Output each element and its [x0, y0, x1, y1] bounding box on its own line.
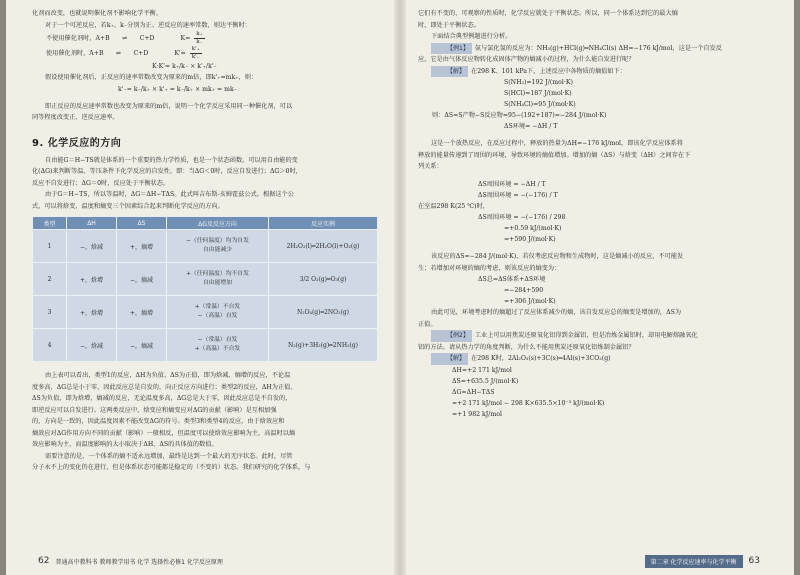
table-cell: 3/2 O₂(g)═O₃(g) [269, 263, 378, 296]
env-equation: ΔS周围环境 = −(−176) / T [478, 191, 558, 199]
env-equation: =+590 J/(mol·K) [504, 236, 556, 243]
footer-chapter: 第二章 化学反应速率与化学平衡 [645, 555, 743, 568]
text-line: 由于G＝H−TS，所以等温时，ΔG＝ΔH−TΔS。此式叫吉布斯-亥姆霍兹公式。根据这个公 [45, 191, 294, 198]
left-page [6, 0, 396, 575]
text-line: 假设使用催化剂后，正反应的速率常数改变为原来的m倍，即k'₊=mk₊，则： [45, 74, 258, 81]
section-title: 9. 化学反应的方向 [32, 137, 122, 149]
text-line: 的，方向是一致的，因此温度因素不能改变ΔG的符号。类型3和类型4的反应，由于焓效应和 [32, 418, 285, 425]
table-cell: N₂O₄(g)═2NO₂(g) [269, 296, 378, 329]
delta-s-env-formula: ΔS环境= −ΔH / T [504, 123, 558, 130]
table-row [33, 296, 378, 329]
text-line: 它们有不变的、可观察的性质时，化学反应就处于平衡状态。所以，同一个体系达到它的最大熵 [418, 10, 678, 17]
text-line: 式，可以将焓变、温度和熵变三个因素综合起来判断化学反应的方向。 [32, 202, 224, 210]
table-header: ΔS [117, 217, 167, 230]
env-equation: ΔS周围环境 = −(−176) / 298 [478, 214, 566, 221]
text-line: 自由能G＝H−TS就是体系的一个重要的热力学性质，也是一个状态函数。可以用自由能的变 [45, 156, 298, 164]
example-2: 【例2】 工业上可以用焦炭还原氧化铝得到金属铝，但是冶炼金属铝时，却用电解熔融氧化 [418, 330, 766, 342]
table-row [33, 263, 378, 296]
text-line: 该反应的ΔS=−284 J/(mol·K)，若仅考虑反应物和生成物时，这是熵减小的反应，不可能发 [431, 253, 684, 260]
text-line: 即逆反应可以自发进行。这两类反应中，焓变应和熵变应对ΔG的贡献（影响）是互相加强 [32, 406, 277, 414]
solution-equation: =+1 982 kJ/mol [452, 410, 502, 418]
equation-assume: k'₋= k₋/k₊ × k'₊ = k₋/k₊ × mk₊ = mk₋ [118, 85, 238, 93]
text-line: 对于一个可逆反应，若k₊、k₋分别为正、逆反应的速率常数，则达平衡时： [45, 21, 251, 29]
table-cell: +，焓增 [67, 296, 117, 329]
table-cell: 2 [33, 263, 67, 296]
table-cell: 3 [33, 296, 67, 329]
table-cell: −（任何温度）均为自发 自由能减少 [167, 230, 269, 263]
total-equation: =−284+590 [504, 287, 544, 294]
table-cell: −（常温）自发 +（高温）不自发 [167, 329, 269, 362]
solution-label: 【解】 [431, 66, 468, 78]
equation-no-catalyst: 不使用催化剂时，A+B ⇌ C+D K= $\frac{k_+}{k_-}$ [46, 31, 203, 45]
solution-2: 【解】 在298 K时，2Al₂O₃(s)+3C(s)═4Al(s)+3CO₂(g) [418, 353, 766, 365]
text-line: 释放的能量传递到了周围的环境，导致环境的熵值增加。增加的熵（ΔS）与焓变（ΔH）之间存在下 [418, 151, 691, 159]
text-line: 效应影响为主，而温度影响的大小取决于ΔH、ΔS的具体值的数值。 [32, 441, 218, 448]
text-line: 需要注意的是，一个体系的熵不适永远增加，最终是达到一个最大的无序状态。此时，尽管 [45, 452, 293, 460]
table-cell: +，熵增 [117, 230, 167, 263]
entropy-value: S(HCl)=187 J/(mol·K) [504, 90, 572, 97]
text-line: 分子永不上的变化仍在进行，但是体系状态可能都是稳定的（不变的）状态。我们研究的化学体系，与 [32, 464, 311, 471]
example-1: 【例1】 氨与氯化氢的反应为：NH₃(g)+HCl(g)═NH₄Cl(s) ΔH=−176 kJ/mol，这是一个自发反 [418, 43, 766, 55]
text-line: 正值。 [418, 320, 437, 328]
text-line: 下面结合典型例题进行分析。 [431, 33, 512, 40]
env-equation: ΔS周围环境 = −ΔH / T [478, 180, 546, 188]
footer-text: 普通高中教科书 教师教学用书 化学 选择性必修1 化学反应原理 [55, 558, 223, 566]
table-header: ΔH [67, 217, 117, 230]
table-header: 反应实例 [269, 217, 378, 230]
text-line: 列关系： [418, 163, 443, 170]
entropy-value: S(NH₃)=192 J/(mol·K) [504, 79, 573, 86]
text-line: 度多高，ΔG总是小于零，因此反应总是自发的，向正反应方向进行；类型2的反应，ΔH为正值、 [32, 383, 297, 391]
left-footer [6, 553, 396, 569]
table-row [33, 230, 378, 263]
table-cell: N₂(g)+3H₂(g)═2NH₃(g) [269, 329, 378, 362]
table-cell: +，熵增 [117, 296, 167, 329]
text-line: 在室温298 K(25 ℃)时， [418, 202, 489, 210]
entropy-value: S(NH₄Cl)=95 J/(mol·K) [504, 101, 576, 108]
enthalpy-entropy-table [32, 216, 378, 362]
env-equation: =+0.59 kJ/(mol·K) [504, 225, 562, 232]
text-line: 反应不自发进行；ΔG＝0时，反应处于平衡状态。 [32, 179, 170, 187]
table-cell: −，焓减 [67, 329, 117, 362]
table-cell: +，焓增 [67, 263, 117, 296]
solution-label: 【解】 [431, 353, 468, 365]
text-line: 化(ΔG)来判断等温、等压条件下化学反应的自发性，即：当ΔG＜0时，反应自发进行；ΔG＞0时， [32, 168, 302, 175]
table-cell: −，焓减 [67, 230, 117, 263]
text-line: 应，它是由气体反应物转化成固体产物的熵减小的过程，为什么能自发进行呢？ [418, 56, 635, 63]
text-line: 同等程度改变正、逆反应速率。 [32, 114, 119, 121]
text-line: 化剂而改变，也就说明催化剂不影响化学平衡。 [32, 10, 162, 17]
table-cell: 4 [33, 329, 67, 362]
solution-equation: ΔS=+635.5 J/(mol·K) [452, 377, 519, 385]
table-cell: 2H₂O₂(l)═2H₂O(l)+O₂(g) [269, 230, 378, 263]
text-line: ΔS为负值，即为焓增、熵减的反应，无论温度多高，ΔG总是大于零，因此反应总是不自发的， [32, 395, 292, 402]
example-label: 【例2】 [431, 330, 472, 342]
solution-equation: ΔH=+2 171 kJ/mol [452, 366, 512, 374]
text-line: 熵效应对ΔG作用方向不同的贡献（影响）一般相反，但温度可以使焓效应影响为主，高温时以熵 [32, 429, 296, 437]
text-line: 这是一个放热反应，在反应过程中，释放的热量为ΔH=−176 kJ/mol，即该化学反应体系将 [431, 140, 683, 147]
text-line: 由上表可以看出，类型1的反应，ΔH为负值、ΔS为正值，即为焓减、熵增的反应，不论温 [45, 372, 291, 379]
table-cell: 1 [33, 230, 67, 263]
right-page [404, 0, 794, 575]
table-header: ΔG及反应方向 [167, 217, 269, 230]
equation-k-product: K·K'= k₊/k₋ × k'₊/k'₋ [152, 63, 217, 70]
solution-equation: =+2 171 kJ/mol − 298 K×635.5×10⁻³ kJ/(mol·K) [452, 399, 605, 407]
table-header: 类型 [33, 217, 67, 230]
right-footer [404, 553, 794, 569]
text-line: 由此可见，环境考虑时的熵超过了反应体系减少的熵，该自发反应总的熵变是增加的，ΔS为 [431, 309, 682, 316]
total-equation: =+306 J/(mol·K) [504, 298, 556, 305]
solution-equation: ΔG=ΔH−TΔS [452, 388, 495, 396]
text-line: 时，即处于平衡状态。 [418, 21, 480, 29]
delta-s-line: 则：ΔS=S产物−S反应物=95−(192+187)=−284 J/(mol·K) [432, 112, 607, 119]
equation-with-catalyst: 使用催化剂时，A+B ⇌ C+D K'= $\frac{k'_+}{k'_-}$ [46, 46, 200, 60]
page-number: 62 [38, 556, 50, 566]
text-line: 即正反应的反应速率常数也改变为原来的m倍，说明一个化学反应采用同一种催化剂，可以 [45, 102, 293, 110]
table-cell: −，熵减 [117, 329, 167, 362]
solution-1: 【解】 在298 K、101 kPa下，上述反应中各物质的熵值如下： [418, 66, 766, 78]
text-line: 生；若增加对环境的熵的考虑，则该反应的熵变为： [418, 264, 561, 272]
book-spread [6, 0, 794, 575]
table-cell: +（常温）不自发 −（高温）自发 [167, 296, 269, 329]
text-line: 铝的方法。请从热力学的角度判断，为什么不能用焦炭还原氧化铝炼制金属铝？ [418, 343, 635, 351]
table-cell: −，熵减 [117, 263, 167, 296]
total-equation: ΔS总=ΔS体系+ΔS环境 [478, 276, 546, 283]
page-number: 63 [748, 556, 760, 566]
table-row [33, 329, 378, 362]
example-label: 【例1】 [431, 43, 472, 55]
table-cell: +（任何温度）均不自发 自由能增加 [167, 263, 269, 296]
